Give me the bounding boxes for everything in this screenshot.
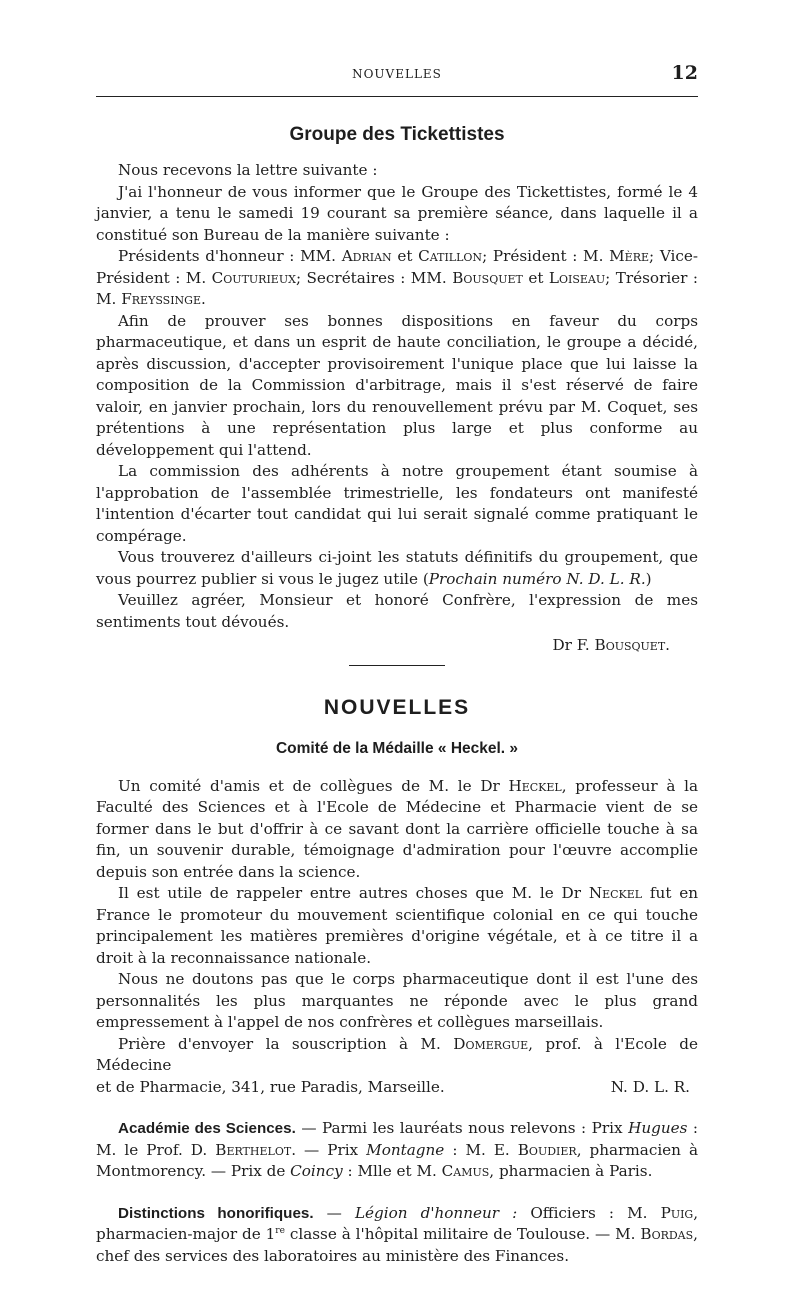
paragraph-text: et de Pharmacie, 341, rue Paradis, Marseille. (96, 1077, 445, 1096)
letter-paragraph: La commission des adhérents à notre groupement étant soumise à l'approbation de l'assemblée trimestrielle, les fondateurs ont manifesté l'intention d'écarter tout candidat qui lui serait signalé comme pratiquant le compérage. (96, 462, 698, 545)
editor-note: Prochain numéro N. D. L. R. (428, 569, 646, 588)
paragraph-text: : M. E. (452, 1140, 510, 1159)
letter-paragraph: Afin de prouver ses bonnes dispositions en faveur du corps pharmaceutique, et dans un esprit de haute conciliation, le groupe a décidé, après discussion, d'accepter provisoirement l'unique place que lui laisse la composition de la Commission d'arbitrage, mais il s'est réservé de faire valoir, en janvier prochain, lors du renouvellement prévu par M. Coquet, ses prétentions à une représentation plus large et plus conforme au développement qui l'attend. (96, 311, 698, 459)
person-name: Bousquet (452, 268, 523, 287)
bureau-text: ; Vice-Président : M. (96, 247, 699, 287)
bureau-text: et (528, 268, 544, 287)
section-title: NOUVELLES (323, 695, 471, 719)
paragraph-text: Vous trouverez d'ailleurs ci-joint les statuts définitifs du groupement, que vous pourrez publier si vous le jugez utile ( (96, 548, 698, 588)
paragraph-text: , pharmacien-major de 1 (96, 1203, 699, 1243)
medaille-address-line (96, 1077, 698, 1099)
person-name: Boudier (517, 1140, 577, 1159)
person-name: Domergue (453, 1034, 529, 1053)
running-head (96, 62, 698, 84)
header-rule (96, 96, 698, 97)
intro-paragraph: Nous recevons la lettre suivante : (118, 161, 378, 179)
paragraph-text: , professeur à la Faculté des Sciences et à l'Ecole de Médecine et Pharmacie vient de se former dans le but d'offrir à ce savant dont la carrière officielle touche à sa fin, un souvenir durable, témoignage d'admiration pour l'œuvre accomplie depuis son entrée dans la science. (96, 776, 699, 881)
paragraph-text: — (326, 1203, 342, 1222)
paragraph-text: , prof. à l'Ecole de Médecine (96, 1034, 698, 1074)
signature (96, 635, 670, 657)
prize-name: Montagne (366, 1140, 445, 1159)
bureau-text: ; Trésorier : M. (96, 268, 699, 308)
distinctions-heading: Distinctions honorifiques. (118, 1204, 314, 1222)
person-name: Camus (441, 1162, 490, 1180)
ordinal-suffix: re (275, 1225, 285, 1236)
bureau-text: ; Secrétaires : MM. (295, 268, 447, 287)
bureau-text: ; Président : M. (482, 247, 604, 265)
bureau-text: et (397, 247, 413, 265)
person-name: Neckel (588, 884, 643, 902)
bureau-paragraph (96, 246, 698, 311)
paragraph-text: : M. le Prof. D. (96, 1119, 699, 1159)
spacer (96, 1183, 698, 1203)
paragraph-text: : Mlle et M. (347, 1162, 437, 1180)
prize-name: Coincy (290, 1162, 343, 1180)
distinctions-paragraph (96, 1203, 698, 1268)
paragraph-text: , pharmacien à Paris. (489, 1162, 653, 1180)
paragraph-text: — Parmi les lauréats nous relevons : Prix (301, 1119, 623, 1137)
spacer (96, 1098, 698, 1118)
separator-rule (349, 665, 445, 666)
page-number: 12 (671, 62, 698, 84)
paragraph-text: , chef des services des laboratoires au ministère des Finances. (96, 1225, 698, 1265)
person-name: Adrian (341, 247, 392, 265)
person-name: Mère (609, 247, 650, 265)
person-name: Berthelot (215, 1140, 292, 1159)
signature-title: Dr (552, 636, 572, 654)
person-name: Heckel (508, 776, 562, 795)
medaille-paragraph (96, 1034, 698, 1077)
academie-heading: Académie des Sciences. (118, 1120, 296, 1137)
letter-paragraph: J'ai l'honneur de vous informer que le Groupe des Tickettistes, formé le 4 janvier, a tenu le samedi 19 courant sa première séance, dans laquelle il a constitué son Bureau de la manière suivante : (96, 182, 698, 244)
letter-paragraph: Veuillez agréer, Monsieur et honoré Confrère, l'expression de mes sentiments tout dévoués. (96, 591, 698, 631)
paragraph-text: , pharmacien à Montmorency. — Prix de (96, 1140, 699, 1180)
editor-signature: N. D. L. R. (610, 1077, 690, 1096)
signature-name: Bousquet. (594, 636, 670, 654)
page-body (96, 124, 698, 1267)
person-name: Couturieux (211, 268, 296, 287)
paragraph-text: . — Prix (291, 1140, 359, 1159)
paragraph-text: Officiers : M. (530, 1203, 648, 1222)
paragraph-text: ) (645, 569, 652, 588)
paragraph-text: Il est utile de rappeler entre autres choses que M. le Dr (118, 884, 581, 902)
paragraph-text: Prière d'envoyer la souscription à M. (118, 1034, 441, 1053)
medaille-paragraph (96, 883, 698, 969)
paragraph-text: Un comité d'amis et de collègues de M. le Dr (118, 776, 500, 795)
bureau-text: . (201, 290, 206, 308)
paragraph-text: classe à l'hôpital militaire de Toulouse. — M. (289, 1225, 636, 1243)
prize-name: Hugues (628, 1119, 688, 1137)
article-title-tickettistes: Groupe des Tickettistes (289, 124, 505, 145)
medaille-paragraph: Nous ne doutons pas que le corps pharmaceutique dont il est l'une des personnalités les plus marquantes ne réponde avec le plus grand empressement à l'appel de nos confrères et collègues marseillais. (96, 970, 698, 1031)
person-name: Bordas (640, 1225, 694, 1243)
article-title-medaille: Comité de la Médaille « Heckel. » (275, 739, 519, 757)
medaille-paragraph (96, 776, 698, 884)
legion-label: Légion d'honneur : (354, 1203, 518, 1222)
running-head-title: NOUVELLES (352, 67, 442, 81)
paragraph-text: fut en France le promoteur du mouvement scientifique colonial en ce qui touche principalement les matières premières d'origine végétale, et à ce titre il a droit à la reconnaissance nationale. (96, 884, 699, 967)
letter-paragraph (96, 547, 698, 590)
signature-initial: F. (576, 636, 590, 654)
bureau-text: Présidents d'honneur : MM. (118, 247, 337, 265)
academie-paragraph (96, 1118, 698, 1183)
person-name: Loiseau (548, 268, 606, 287)
person-name: Freyssinge (121, 290, 201, 308)
person-name: Puig (660, 1203, 694, 1222)
person-name: Catillon (418, 247, 483, 265)
